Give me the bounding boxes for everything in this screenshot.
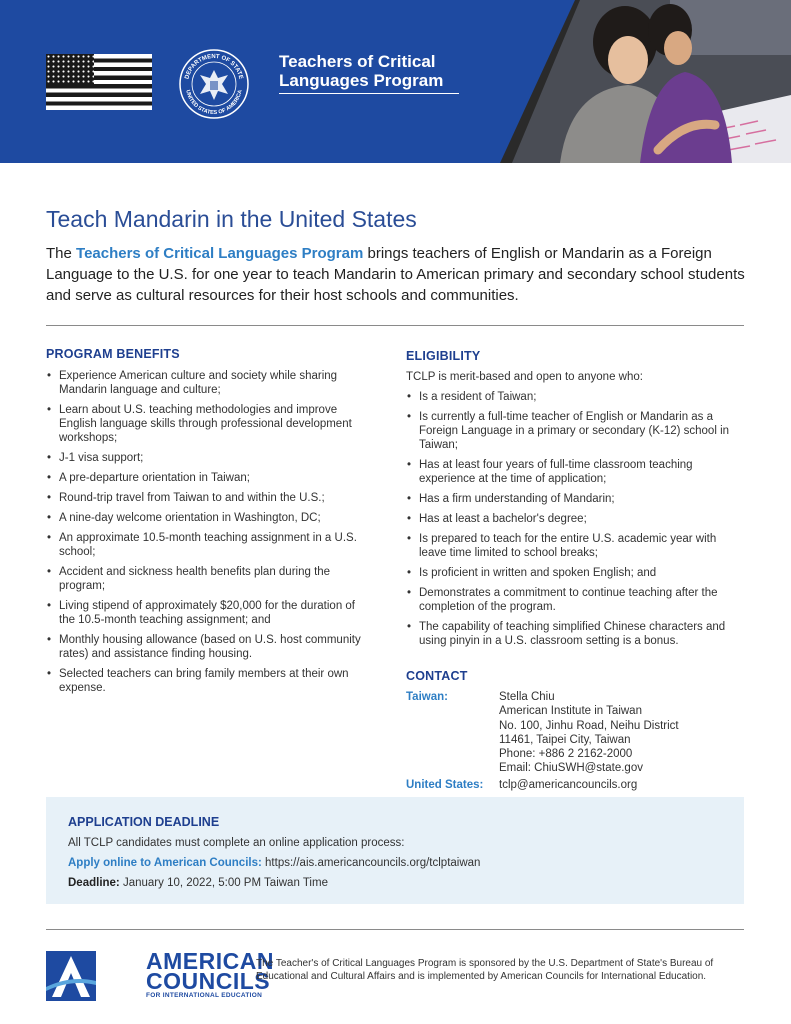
list-item: • Experience American culture and society while sharing Mandarin language and culture; <box>46 369 371 397</box>
list-item: • Demonstrates a commitment to continue teaching after the completion of the program. <box>406 586 746 614</box>
contact-phone: Phone: +886 2 2162-2000 <box>499 748 633 761</box>
list-item: • Has at least a bachelor's degree; <box>406 512 746 526</box>
eligibility-list <box>406 390 746 654</box>
contact-block <box>406 690 746 792</box>
logo-wordmark <box>146 948 274 994</box>
eligibility-intro: TCLP is merit-based and open to anyone who: <box>406 371 643 383</box>
seal-text-bottom: UNITED STATES OF AMERICA <box>184 89 244 117</box>
program-title-line2: Languages Program <box>279 71 444 90</box>
contact-taiwan-details <box>499 690 746 776</box>
deadline-heading: APPLICATION DEADLINE <box>68 815 220 829</box>
top-divider <box>46 325 744 326</box>
apply-line <box>68 857 480 869</box>
contact-heading: CONTACT <box>406 669 468 683</box>
list-item: • Is a resident of Taiwan; <box>406 390 746 404</box>
deadline-line <box>68 877 328 889</box>
apply-label: Apply online to American Councils: <box>68 857 262 869</box>
deadline-label: Deadline: <box>68 877 120 889</box>
contact-address-line2: 11461, Taipei City, Taiwan <box>499 733 631 746</box>
deadline-instructions: All TCLP candidates must complete an online application process: <box>68 837 405 849</box>
state-department-seal-icon <box>178 48 250 120</box>
list-item: • Is prepared to teach for the entire U.S. academic year with leave time limited to school breaks; <box>406 532 746 560</box>
sponsor-statement: The Teacher's of Critical Languages Program is sponsored by the U.S. Department of State's Bureau of Educational and Cultural Affairs and is implemented by American Councils for International Education. <box>256 958 714 982</box>
list-item: • Is proficient in written and spoken English; and <box>406 566 746 580</box>
benefits-list <box>46 369 371 701</box>
list-item: • Has a firm understanding of Mandarin; <box>406 492 746 506</box>
list-item: • Monthly housing allowance (based on U.S. host community rates) and assistance finding housing. <box>46 633 371 661</box>
list-item: • Learn about U.S. teaching methodologies and improve English language skills through professional development workshops; <box>46 403 371 445</box>
contact-name: Stella Chiu <box>499 691 555 703</box>
apply-url-link[interactable]: https://ais.americancouncils.org/tclptaiwan <box>265 857 481 869</box>
program-title-rule <box>279 93 459 94</box>
contact-us-row <box>406 778 746 792</box>
list-item: • Has at least four years of full-time classroom teaching experience at the time of application; <box>406 458 746 486</box>
logo-subtitle: FOR INTERNATIONAL EDUCATION <box>146 992 263 999</box>
eligibility-heading: ELIGIBILITY <box>406 349 481 363</box>
logo-line1: AMERICAN <box>146 948 274 974</box>
list-item: • Selected teachers can bring family members at their own expense. <box>46 667 371 695</box>
us-flag-icon <box>46 54 152 110</box>
contact-us-email[interactable]: tclp@americancouncils.org <box>499 778 638 791</box>
page-title: Teach Mandarin in the United States <box>46 206 417 232</box>
contact-taiwan-row <box>406 690 746 776</box>
contact-organization: American Institute in Taiwan <box>499 705 642 718</box>
deadline-box <box>46 797 744 904</box>
intro-paragraph <box>46 243 746 306</box>
intro-rest: brings teachers of English or Mandarin as a Foreign Language to the U.S. for one year to teach Mandarin to American primary and secondary school students and serve as cultural resources for their host schools and communities. <box>46 245 745 304</box>
list-item: • The capability of teaching simplified Chinese characters and using pinyin in a U.S. classroom setting is a bonus. <box>406 620 746 648</box>
contact-email[interactable]: Email: ChiuSWH@state.gov <box>499 762 643 775</box>
program-title <box>279 52 469 90</box>
list-item: • A pre-departure orientation in Taiwan; <box>46 471 371 485</box>
intro-program-name: Teachers of Critical Languages Program <box>76 245 364 262</box>
logo-line2: COUNCILS <box>146 968 271 994</box>
contact-us-label: United States: <box>406 778 484 791</box>
list-item: • An approximate 10.5-month teaching assignment in a U.S. school; <box>46 531 371 559</box>
deadline-value: January 10, 2022, 5:00 PM Taiwan Time <box>122 877 328 889</box>
bottom-divider <box>46 929 744 930</box>
list-item: • Living stipend of approximately $20,000 for the duration of the 10.5-month teaching assignment; and <box>46 599 371 627</box>
contact-taiwan-label: Taiwan: <box>406 691 448 703</box>
seal-text-top: DEPARTMENT OF STATE <box>184 53 244 80</box>
list-item: • Is currently a full-time teacher of English or Mandarin as a Foreign Language in a primary or secondary (K-12) school in Taiwan; <box>406 410 746 452</box>
contact-address-line1: No. 100, Jinhu Road, Neihu District <box>499 719 679 732</box>
list-item: • Round-trip travel from Taiwan to and within the U.S.; <box>46 491 371 505</box>
intro-prefix: The <box>46 245 77 262</box>
program-title-line1: Teachers of Critical <box>279 52 436 71</box>
american-councils-logo <box>46 948 274 1001</box>
list-item: • J-1 visa support; <box>46 451 371 465</box>
classroom-photo <box>500 0 791 163</box>
american-councils-a-icon <box>46 951 96 1001</box>
list-item: • Accident and sickness health benefits plan during the program; <box>46 565 371 593</box>
list-item: • A nine-day welcome orientation in Washington, DC; <box>46 511 371 525</box>
benefits-heading: PROGRAM BENEFITS <box>46 347 180 361</box>
header-banner <box>0 0 791 163</box>
flag-canton <box>46 54 94 84</box>
